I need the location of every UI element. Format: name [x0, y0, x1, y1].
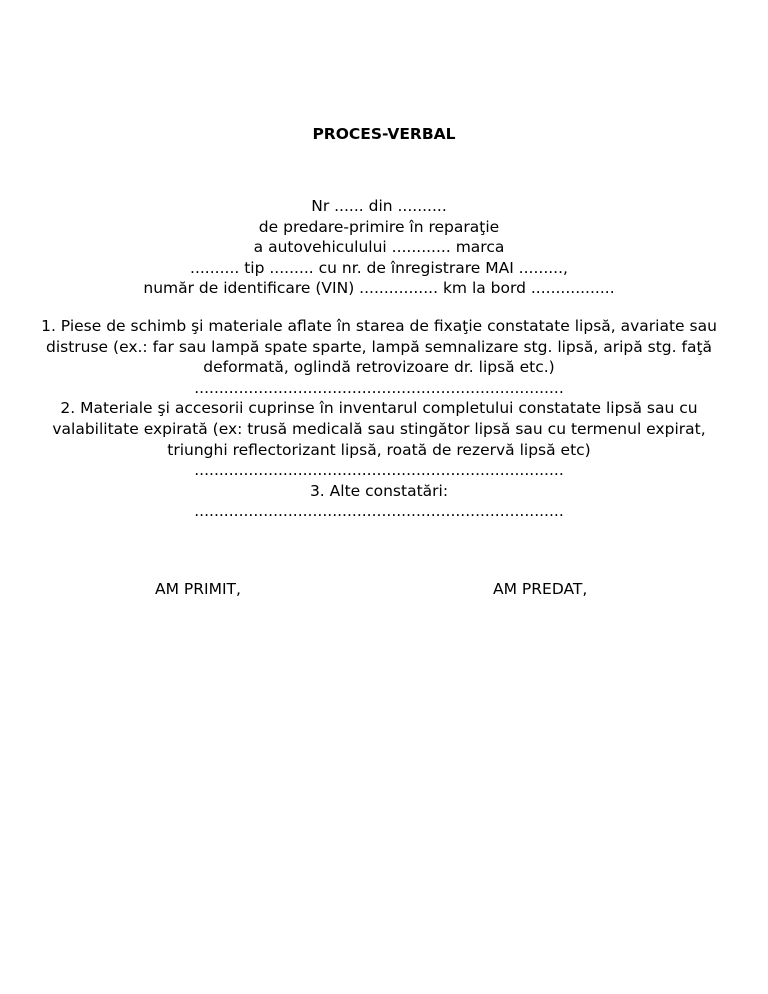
document-header [40, 196, 718, 299]
header-line-number-date: Nr ...... din .......... [311, 197, 447, 215]
section-2-text: 2. Materiale şi accesorii cuprinse în inventarul completului constatate lipsă sau cu valabilitate expirată (ex: trusă medicală sau stingător lipsă sau cu termenul expirat, triunghi reflectorizant lipsă, roată de rezervă lipsă etc) [52, 399, 706, 459]
section-1-text: 1. Piese de schimb şi materiale aflate în starea de fixaţie constatate lipsă, avariate sau distruse (ex.: far sau lampă spate sparte, lampă semnalizare stg. lipsă, aripă stg. faţă deformată, oglindă retrovizoare dr. lipsă etc.) [41, 317, 717, 377]
document-body [40, 316, 718, 522]
section-3-text: 3. Alte constatări: [309, 481, 449, 500]
signature-received-label: AM PRIMIT, [155, 580, 241, 598]
header-line-type-registration: .......... tip ......... cu nr. de înregistrare MAI ........., [190, 258, 568, 277]
section-1-fill-line: ........................................................................... [194, 378, 564, 397]
section-3-fill-line: ........................................................................... [194, 502, 564, 521]
section-2-fill-line: ........................................................................... [194, 461, 564, 480]
header-line-purpose: de predare-primire în reparaţie [258, 217, 500, 236]
signature-delivered-label: AM PREDAT, [493, 580, 588, 598]
document-title: PROCES-VERBAL [312, 125, 456, 143]
header-line-vin-mileage: număr de identificare (VIN) ................ km la bord ................. [143, 279, 615, 297]
header-line-vehicle-brand: a autovehiculului ............ marca [253, 238, 505, 256]
